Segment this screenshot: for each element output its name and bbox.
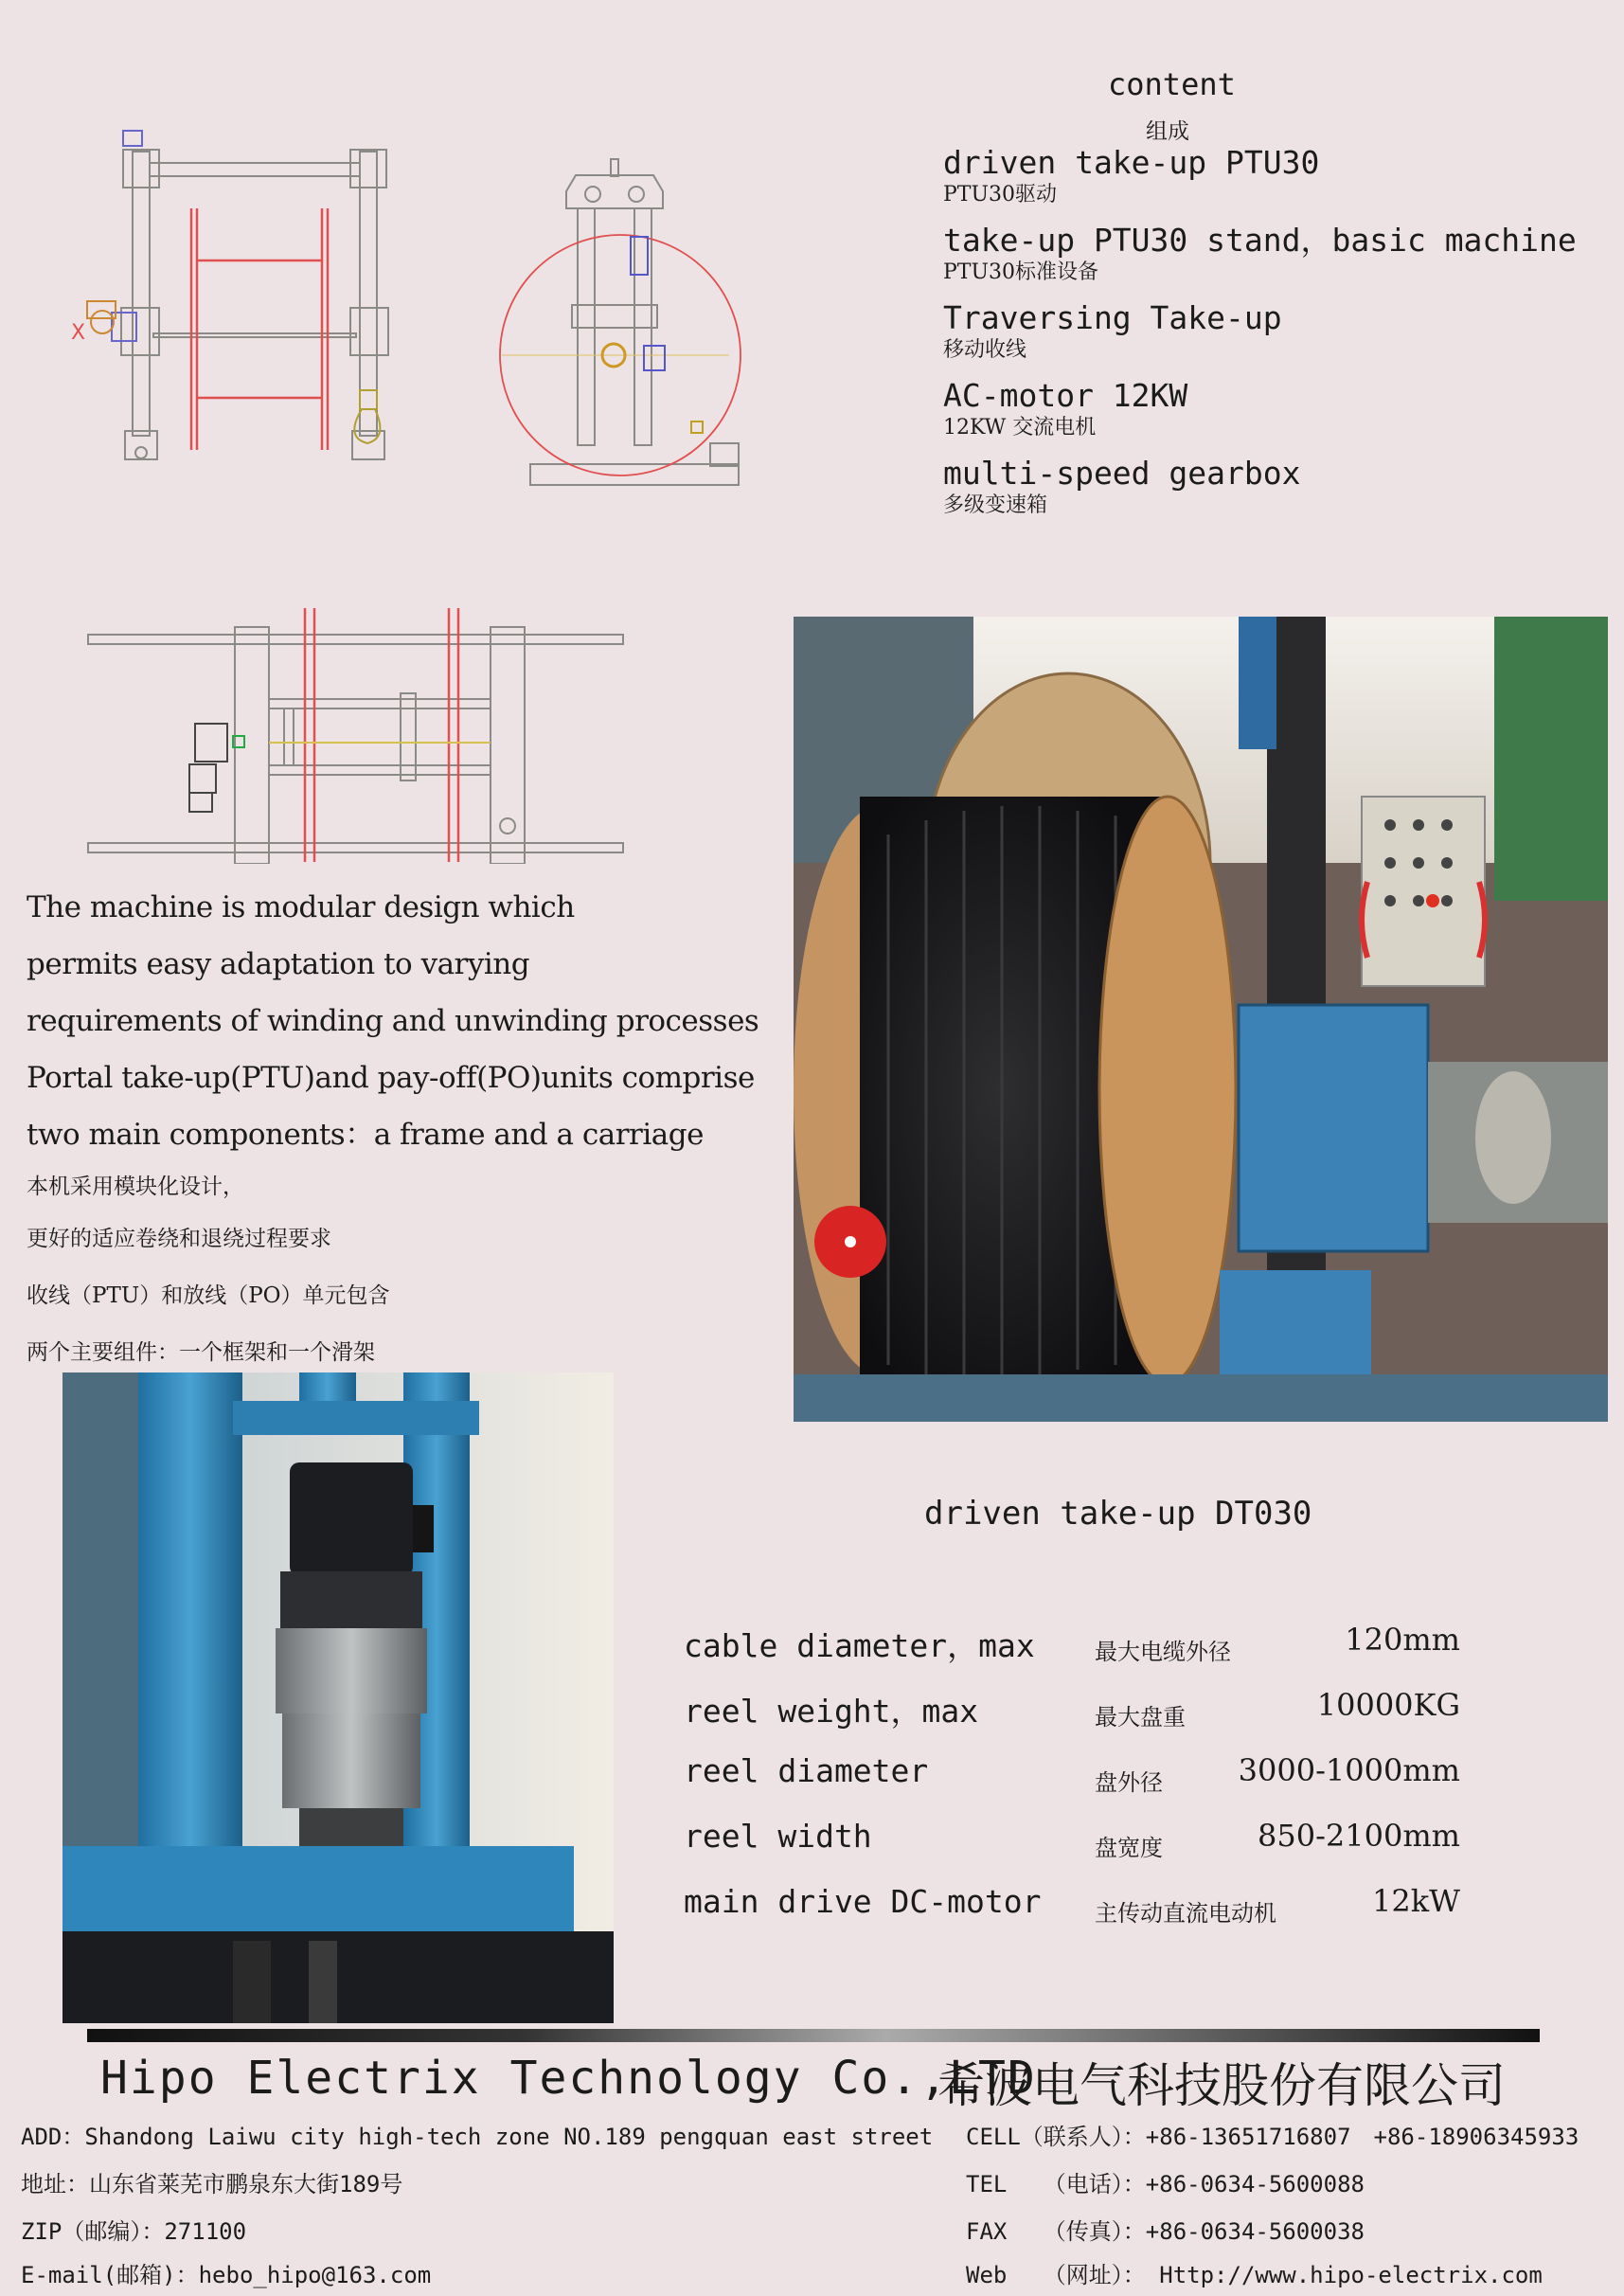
address-cn: 地址：山东省莱芜市鹏泉东大街189号 — [21, 2171, 403, 2197]
spec-label-cn: 最大电缆外径 — [1095, 1639, 1231, 1665]
content-item — [943, 222, 1606, 286]
spec-value: 850-2100mm — [1257, 1818, 1460, 1854]
company-name-en: Hipo Electrix Technology Co.,LTD — [100, 2052, 1037, 2105]
side-view-drawing — [492, 142, 758, 502]
spec-value: 12kW — [1372, 1883, 1460, 1919]
spec-value: 3000-1000mm — [1238, 1752, 1460, 1788]
spec-label-en: reel weight，max — [684, 1693, 979, 1730]
cell-phone: CELL（联系人）：+86-13651716807 +86-18906345933 — [966, 2124, 1579, 2150]
description-line-en: The machine is modular design which — [27, 890, 575, 924]
description-line-en: Portal take-up(PTU)and pay-off(PO)units comprise — [27, 1061, 755, 1095]
description-line-cn: 收线（PTU）和放线（PO）单元包含 — [27, 1283, 390, 1308]
motor-gearbox-photo — [62, 1372, 614, 2023]
spec-value: 120mm — [1345, 1622, 1460, 1658]
content-item-en: take-up PTU30 stand，basic machine — [943, 222, 1577, 259]
spec-label-en: main drive DC-motor — [684, 1883, 1042, 1920]
cable-reel-photo — [794, 617, 1608, 1422]
company-name-cn: 希波电气科技股份有限公司 — [937, 2058, 1506, 2113]
content-heading-cn: 组成 — [1146, 119, 1189, 144]
spec-label-en: reel width — [684, 1818, 872, 1855]
description — [27, 879, 812, 1381]
spec-label-en: reel diameter — [684, 1752, 929, 1789]
description-line-cn: 两个主要组件：一个框架和一个滑架 — [27, 1340, 375, 1365]
description-line-cn: 更好的适应卷绕和退绕过程要求 — [27, 1227, 331, 1251]
spec-label-cn: 盘宽度 — [1095, 1835, 1163, 1861]
description-line-en: two main components：a frame and a carriage — [27, 1118, 704, 1152]
content-list — [943, 144, 1606, 532]
content-item-cn: 12KW 交流电机 — [943, 416, 1097, 439]
zip-code: ZIP（邮编）：271100 — [21, 2218, 247, 2245]
content-item-en: AC-motor 12KW — [943, 377, 1188, 414]
content-item-cn: 移动收线 — [943, 338, 1027, 362]
description-line-cn: 本机采用模块化设计， — [27, 1175, 244, 1199]
content-item-en: Traversing Take-up — [943, 299, 1282, 336]
telephone: TEL （电话）：+86-0634-5600088 — [966, 2171, 1365, 2197]
email: E-mail(邮箱)：hebo_hipo@163.com — [21, 2262, 432, 2288]
content-item-cn: PTU30标准设备 — [943, 260, 1099, 284]
front-view-drawing — [66, 123, 426, 483]
content-item-en: driven take-up PTU30 — [943, 144, 1320, 181]
footer-divider — [87, 2029, 1540, 2042]
content-item-en: multi-speed gearbox — [943, 455, 1301, 492]
fax: FAX （传真）：+86-0634-5600038 — [966, 2218, 1365, 2245]
content-item — [943, 299, 1606, 364]
spec-label-cn: 盘外径 — [1095, 1769, 1163, 1796]
spec-label-cn: 最大盘重 — [1095, 1704, 1186, 1731]
content-item — [943, 144, 1606, 208]
content-item — [943, 377, 1606, 441]
description-line-en: permits easy adaptation to varying — [27, 947, 530, 981]
content-item-cn: PTU30驱动 — [943, 183, 1058, 206]
content-heading: content — [1108, 66, 1236, 102]
spec-label-en: cable diameter，max — [684, 1627, 1035, 1664]
content-item — [943, 455, 1606, 519]
content-item-cn: 多级变速箱 — [943, 493, 1048, 517]
address-en: ADD：Shandong Laiwu city high-tech zone NO.189 pengquan east street — [21, 2124, 934, 2150]
description-line-en: requirements of winding and unwinding processes — [27, 1004, 759, 1038]
spec-title: driven take-up DT030 — [924, 1495, 1312, 1533]
top-view-drawing — [83, 599, 633, 864]
spec-value: 10000KG — [1316, 1687, 1460, 1723]
website-link[interactable]: Web （网址）： Http://www.hipo-electrix.com — [966, 2262, 1543, 2288]
spec-label-cn: 主传动直流电动机 — [1095, 1900, 1276, 1927]
svg-text:X: X — [71, 321, 86, 345]
